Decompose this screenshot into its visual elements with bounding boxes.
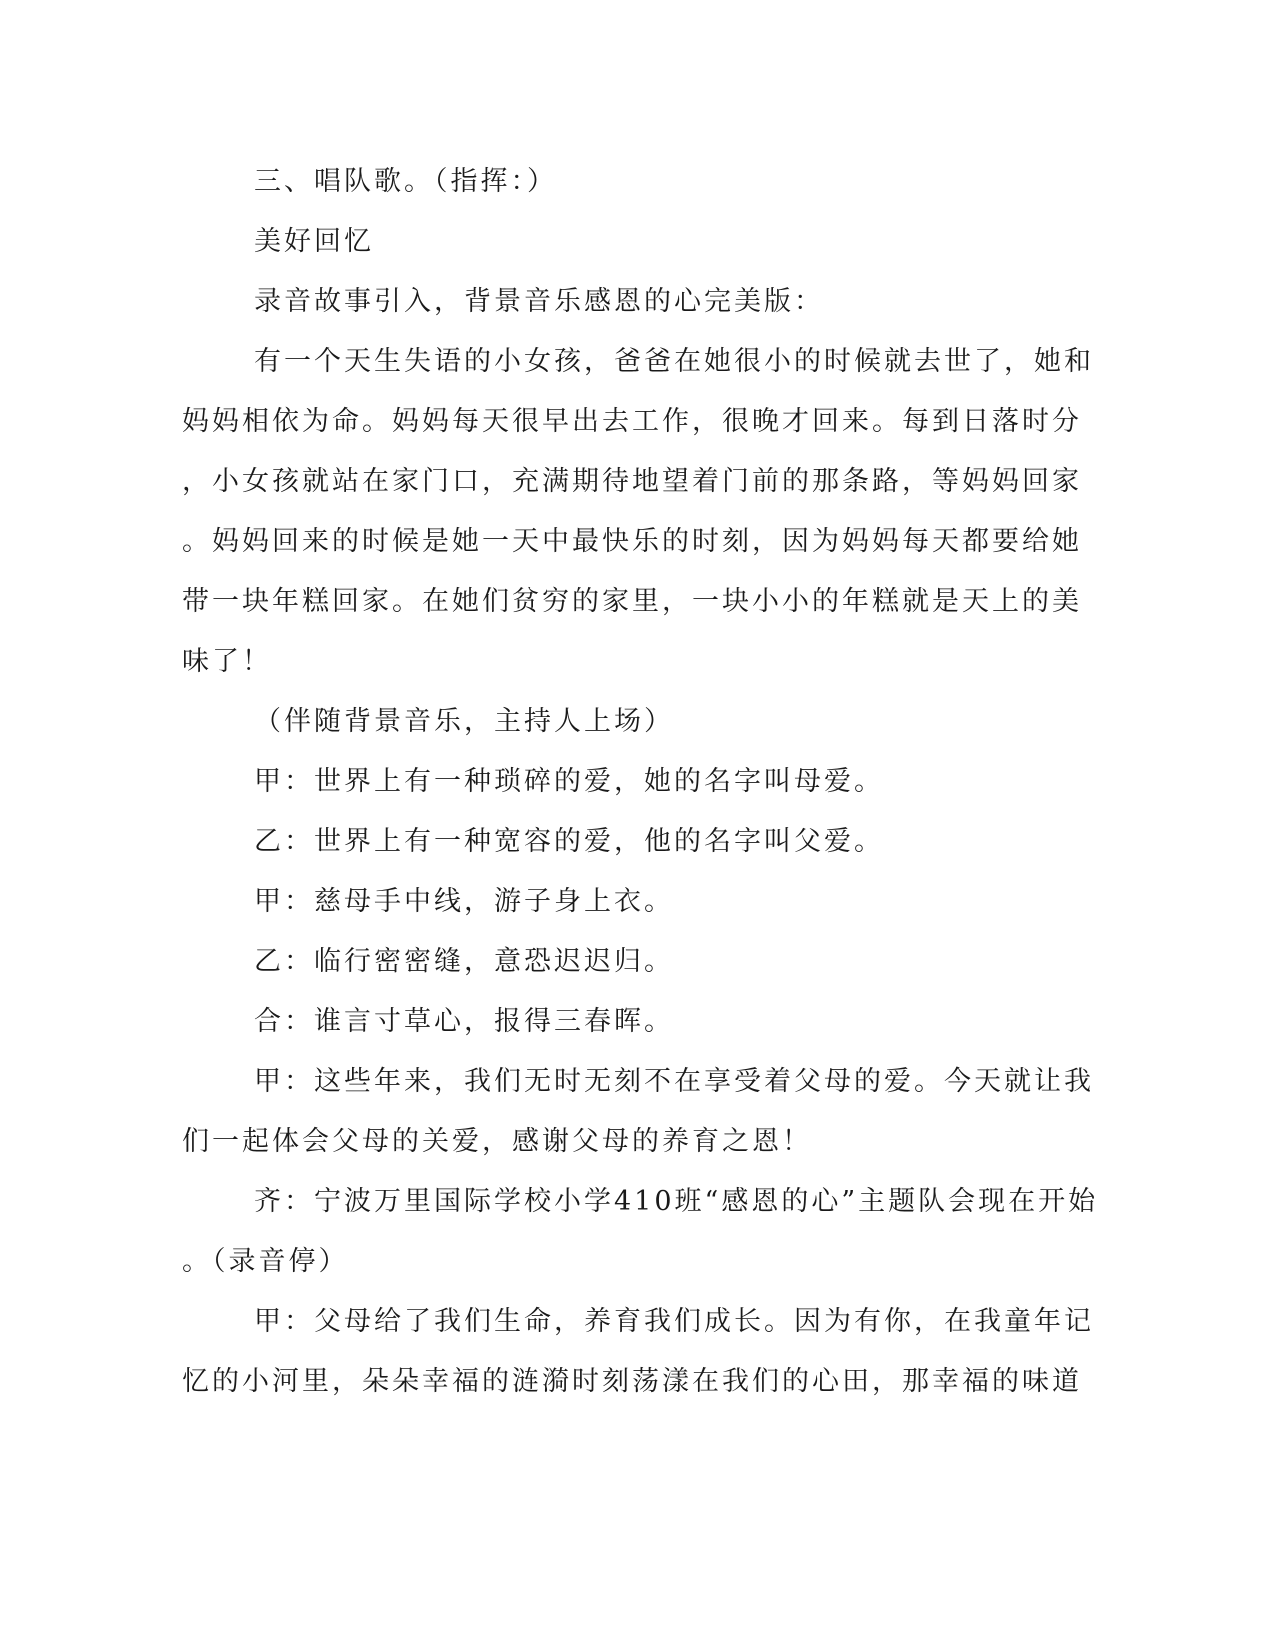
text-line: 三、唱队歌。（指挥：） bbox=[254, 166, 557, 197]
text-line: （伴随背景音乐，主持人上场） bbox=[254, 706, 674, 737]
text-line: ，小女孩就站在家门口，充满期待地望着门前的那条路，等妈妈回家 bbox=[182, 466, 1082, 497]
text-line: 齐：宁波万里国际学校小学410班“感恩的心”主题队会现在开始 bbox=[254, 1186, 1099, 1217]
text-line: 们一起体会父母的关爱，感谢父母的养育之恩！ bbox=[182, 1126, 812, 1157]
text-line: 录音故事引入，背景音乐感恩的心完美版： bbox=[254, 286, 824, 317]
text-line: 乙：世界上有一种宽容的爱，他的名字叫父爱。 bbox=[254, 826, 884, 857]
text-line: 甲：父母给了我们生命，养育我们成长。因为有你，在我童年记 bbox=[254, 1306, 1094, 1337]
text-line: 。妈妈回来的时候是她一天中最快乐的时刻，因为妈妈每天都要给她 bbox=[182, 526, 1082, 557]
text-line: 合：谁言寸草心，报得三春晖。 bbox=[254, 1006, 674, 1037]
text-line: 妈妈相依为命。妈妈每天很早出去工作，很晚才回来。每到日落时分 bbox=[182, 406, 1082, 437]
text-line: 带一块年糕回家。在她们贫穷的家里，一块小小的年糕就是天上的美 bbox=[182, 586, 1082, 617]
text-line: 美好回忆 bbox=[254, 226, 374, 257]
text-line: 味了！ bbox=[182, 646, 272, 677]
text-line: 甲：这些年来，我们无时无刻不在享受着父母的爱。今天就让我 bbox=[254, 1066, 1094, 1097]
text-line: 甲：慈母手中线，游子身上衣。 bbox=[254, 886, 674, 917]
text-line: 。（录音停） bbox=[182, 1246, 349, 1277]
document-body bbox=[182, 152, 1099, 1412]
text-line: 有一个天生失语的小女孩，爸爸在她很小的时候就去世了，她和 bbox=[254, 346, 1094, 377]
text-line: 甲：世界上有一种琐碎的爱，她的名字叫母爱。 bbox=[254, 766, 884, 797]
text-line: 乙：临行密密缝，意恐迟迟归。 bbox=[254, 946, 674, 977]
text-line: 忆的小河里，朵朵幸福的涟漪时刻荡漾在我们的心田，那幸福的味道 bbox=[182, 1366, 1082, 1397]
